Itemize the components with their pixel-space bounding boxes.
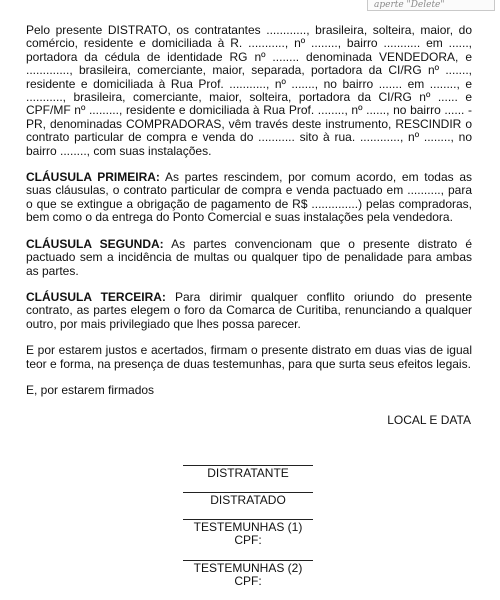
signature-distratante (183, 465, 313, 480)
preamble-paragraph: Pelo presente DISTRATO, os contratantes ............, brasileira, solteira, maior, do comércio, residente e domiciliada à R. ..........., nº ........, bairro ........... em ......, portadora da cédula de identidade RG nº ........ denominada VENDEDORA, e ............., brasileira, comerciante, maior, separada, portadora da CI/RG nº ......., residente e domiciliada à Rua Prof. ..........., nº ......., no bairro ....... em ........, e ..........., brasileira, comerciante, maior, solteira, portadora da CI/RG nº ...... e CPF/MF nº ........., residente e domiciliada à Rua Prof. ........, nº ......, no bairro ...... - PR, denominadas COMPRADORAS, vêm través deste instrumento, RESCINDIR o contrato particular de compra e venda do ........... sito à rua. ............, nº ........, no bairro ........, com suas instalações. (26, 23, 472, 158)
closing-paragraph: E por estarem justos e acertados, firmam o presente distrato em duas vias de igual teor e forma, na presença de duas testemunhas, para que surta seus efeitos legais. (26, 343, 472, 371)
clause-second-title: CLÁUSULA SEGUNDA: (26, 236, 164, 251)
closing-line: E, por estarem firmados (26, 382, 155, 397)
signature-witness-2 (183, 560, 313, 588)
document-body (26, 24, 472, 410)
signature-distratante-label: DISTRATANTE (207, 466, 289, 480)
signature-distratado (183, 492, 313, 507)
clause-first (26, 171, 472, 225)
clause-first-text: As partes rescindem, por comum acordo, em todas as suas cláusulas, o contrato particular de compra e venda pactuado em .........., para o que se extingue a obrigação de pagamento de R$ ..............) pelas compradoras, bem como o da entrega do Ponto Comercial e suas instalações pela vendedora. (26, 170, 472, 225)
witness-1-cpf: CPF: (234, 533, 262, 547)
clause-third-title: CLÁUSULA TERCEIRA: (26, 289, 166, 304)
clause-second (26, 238, 472, 278)
local-and-date: LOCAL E DATA (387, 413, 471, 427)
clause-first-title: CLÁUSULA PRIMEIRA: (26, 170, 160, 185)
signature-distratado-label: DISTRATADO (210, 493, 286, 507)
signature-witness-1 (183, 519, 313, 547)
witness-2-cpf: CPF: (234, 574, 262, 588)
clause-third (26, 291, 472, 331)
clause-second-text: As partes convencionam que o presente distrato é pactuado sem a incidência de multas ou qualquer tipo de penalidade para ambas as partes. (26, 236, 472, 278)
witness-1-label: TESTEMUNHAS (1) (193, 520, 303, 534)
witness-2-label: TESTEMUNHAS (2) (193, 561, 303, 575)
clause-third-text: Para dirimir qualquer conflito oriundo do presente contrato, as partes elegem o foro da Comarca de Curitiba, renunciando a qualquer outro, por mais privilegiado que lhes possa parecer. (26, 289, 472, 331)
delete-hint-label: aperte "Delete" (367, 0, 495, 11)
